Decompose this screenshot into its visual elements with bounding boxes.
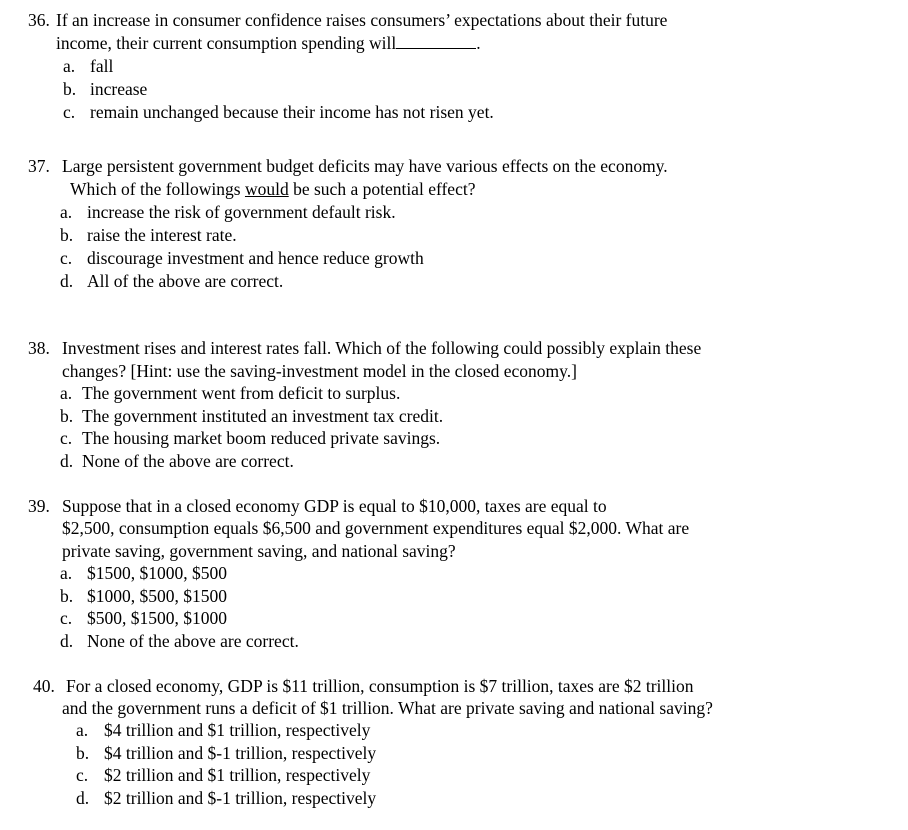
question-number: 38. xyxy=(28,338,50,358)
question-stem-line: Large persistent government budget deficits may have various effects on the economy. xyxy=(62,156,668,176)
option-letter: b. xyxy=(63,79,77,99)
question-stem-line: For a closed economy, GDP is $11 trillion, consumption is $7 trillion, taxes are $2 trillion xyxy=(66,676,694,696)
option-letter: c. xyxy=(76,765,89,785)
option-letter: a. xyxy=(60,383,73,403)
option-text: increase the risk of government default risk. xyxy=(87,202,396,222)
option-text: All of the above are correct. xyxy=(87,271,284,291)
question-stem-line: changes? [Hint: use the saving-investment model in the closed economy.] xyxy=(62,361,577,381)
stem-underlined-word: would xyxy=(244,179,289,199)
option-letter: a. xyxy=(76,720,89,740)
option-text: $2 trillion and $1 trillion, respectively xyxy=(104,765,371,785)
option-text: $1500, $1000, $500 xyxy=(87,563,227,583)
option-letter: c. xyxy=(60,248,73,268)
option-letter: d. xyxy=(60,271,74,291)
stem-text: be such a potential effect? xyxy=(293,179,476,199)
option-letter: d. xyxy=(76,788,90,808)
option-text: $500, $1500, $1000 xyxy=(87,608,227,628)
option-text: $1000, $500, $1500 xyxy=(87,586,227,606)
option-letter: a. xyxy=(63,56,76,76)
option-letter: a. xyxy=(60,563,73,583)
option-text: remain unchanged because their income has not risen yet. xyxy=(90,102,494,122)
question-stem-line: If an increase in consumer confidence raises consumers’ expectations about their future xyxy=(56,10,668,30)
question-stem-line: $2,500, consumption equals $6,500 and government expenditures equal $2,000. What are xyxy=(62,518,690,538)
option-text: None of the above are correct. xyxy=(87,631,299,651)
answer-blank xyxy=(396,34,476,49)
option-letter: b. xyxy=(76,743,90,763)
option-letter: c. xyxy=(60,608,73,628)
option-text: The government went from deficit to surplus. xyxy=(82,383,401,403)
option-letter: c. xyxy=(63,102,76,122)
option-letter: d. xyxy=(60,631,74,651)
question-number: 37. xyxy=(28,156,50,176)
option-text: $2 trillion and $-1 trillion, respectively xyxy=(104,788,377,808)
question-stem-line: Investment rises and interest rates fall. Which of the following could possibly explain these xyxy=(62,338,702,358)
question-stem-line xyxy=(56,32,481,54)
option-text: raise the interest rate. xyxy=(87,225,237,245)
question-number: 40. xyxy=(33,676,55,696)
question-stem-line: private saving, government saving, and national saving? xyxy=(62,541,456,561)
stem-period: . xyxy=(476,33,481,53)
option-text: None of the above are correct. xyxy=(82,451,294,471)
option-letter: b. xyxy=(60,225,74,245)
stem-text: Which of the followings xyxy=(70,179,241,199)
option-text: $4 trillion and $1 trillion, respectively xyxy=(104,720,371,740)
option-letter: a. xyxy=(60,202,73,222)
question-number: 39. xyxy=(28,496,50,516)
option-text: discourage investment and hence reduce growth xyxy=(87,248,424,268)
option-text: The housing market boom reduced private savings. xyxy=(82,428,441,448)
question-stem-line: Suppose that in a closed economy GDP is equal to $10,000, taxes are equal to xyxy=(62,496,607,516)
option-text: $4 trillion and $-1 trillion, respectively xyxy=(104,743,377,763)
option-letter: b. xyxy=(60,406,74,426)
question-stem-line: and the government runs a deficit of $1 trillion. What are private saving and national saving? xyxy=(62,698,713,718)
option-text: fall xyxy=(90,56,114,76)
option-text: increase xyxy=(90,79,148,99)
question-number: 36. xyxy=(28,10,50,30)
question-stem-line xyxy=(70,178,475,200)
stem-text: income, their current consumption spending will xyxy=(56,33,397,53)
option-letter: c. xyxy=(60,428,73,448)
option-text: The government instituted an investment tax credit. xyxy=(82,406,444,426)
option-letter: b. xyxy=(60,586,74,606)
option-letter: d. xyxy=(60,451,74,471)
